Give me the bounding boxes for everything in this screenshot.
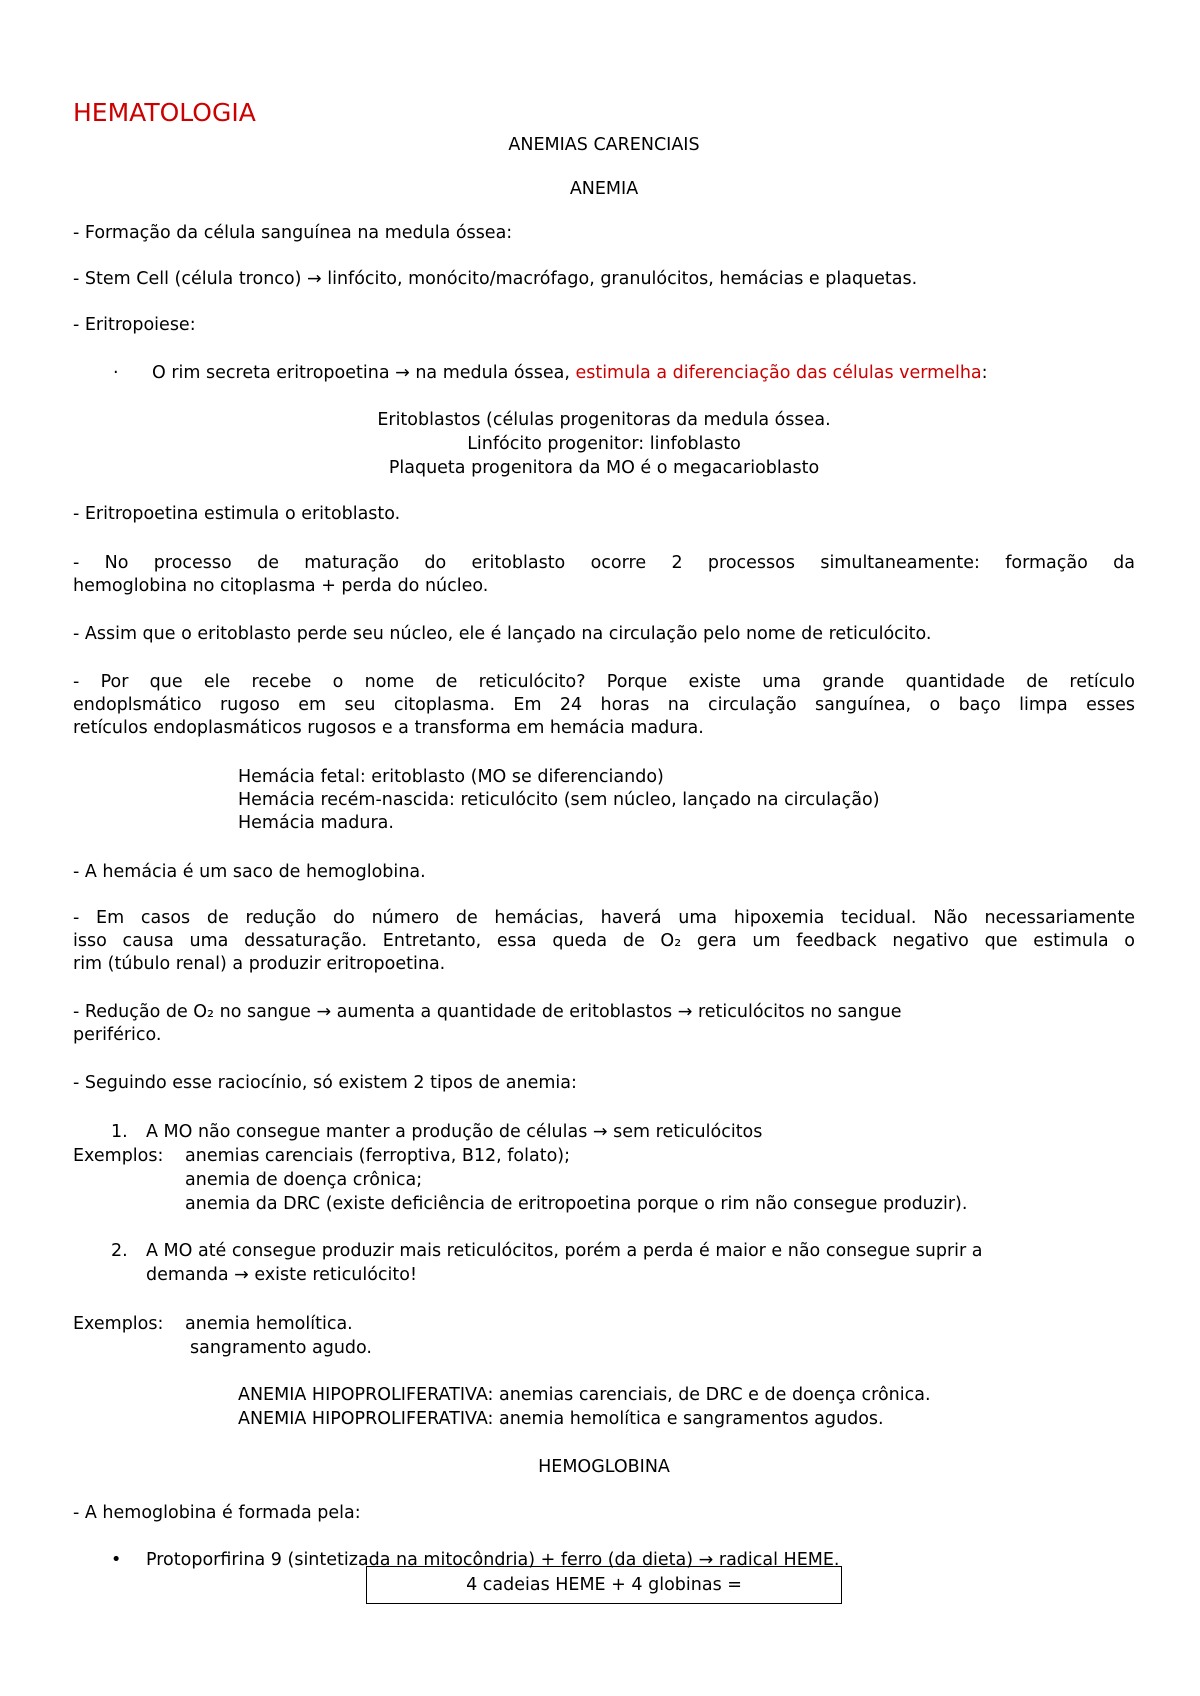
hemacia-line: Hemácia madura. bbox=[238, 813, 394, 833]
paragraph-formada: - A hemoglobina é formada pela: bbox=[73, 1503, 361, 1523]
paragraph-estimula: - Eritropoetina estimula o eritoblasto. bbox=[73, 504, 401, 524]
hipoproliferativa-line: ANEMIA HIPOPROLIFERATIVA: anemia hemolítica e sangramentos agudos. bbox=[238, 1409, 884, 1429]
heading-anemia: ANEMIA bbox=[569, 179, 639, 199]
rim-text-b: : bbox=[981, 363, 988, 383]
paragraph-eritropoiese: - Eritropoiese: bbox=[73, 315, 196, 335]
example-line: anemia de doença crônica; bbox=[185, 1170, 423, 1190]
rim-text-a: O rim secreta eritropoetina → na medula óssea, bbox=[152, 363, 576, 383]
examples-label: Exemplos: bbox=[73, 1146, 164, 1166]
list-item-number: 2. bbox=[111, 1241, 128, 1261]
paragraph-reducao-line: periférico. bbox=[73, 1025, 162, 1045]
list-item-text: A MO até consegue produzir mais reticulócitos, porém a perda é maior e não consegue suprir a bbox=[146, 1241, 983, 1261]
paragraph-protoporfirina: Protoporfirina 9 (sintetizada na mitocôndria) + ferro (da dieta) → radical HEME. bbox=[146, 1550, 840, 1570]
paragraph-formacao: - Formação da célula sanguínea na medula óssea: bbox=[73, 223, 513, 243]
paragraph-stem-cell: - Stem Cell (célula tronco) → linfócito, monócito/macrófago, granulócitos, hemácias e plaquetas. bbox=[73, 269, 918, 289]
list-item-number: 1. bbox=[111, 1122, 128, 1142]
list-item-text: A MO não consegue manter a produção de células → sem reticulócitos bbox=[146, 1122, 763, 1142]
hipoproliferativa-line: ANEMIA HIPOPROLIFERATIVA: anemias carenciais, de DRC e de doença crônica. bbox=[238, 1385, 931, 1405]
paragraph-reducao-line: - Redução de O₂ no sangue → aumenta a quantidade de eritoblastos → reticulócitos no sangue bbox=[73, 1002, 902, 1022]
heading-hemoglobina: HEMOGLOBINA bbox=[538, 1457, 670, 1477]
heading-anemias-carenciais: ANEMIAS CARENCIAIS bbox=[508, 135, 700, 155]
bullet-dot: • bbox=[111, 1550, 122, 1570]
examples-label: Exemplos: bbox=[73, 1314, 164, 1334]
example-line: anemias carenciais (ferroptiva, B12, folato); bbox=[185, 1146, 570, 1166]
paragraph-casos-line: isso causa uma dessaturação. Entretanto, essa queda de O₂ gera um feedback negativo que estimula o bbox=[73, 931, 1135, 951]
hemacia-line: Hemácia fetal: eritoblasto (MO se diferenciando) bbox=[238, 767, 664, 787]
progenitor-line: Linfócito progenitor: linfoblasto bbox=[467, 434, 741, 454]
paragraph-casos-line: - Em casos de redução do número de hemácias, haverá uma hipoxemia tecidual. Não necessariamente bbox=[73, 908, 1135, 928]
formula-box: 4 cadeias HEME + 4 globinas = bbox=[366, 1566, 842, 1604]
paragraph-casos-line: rim (túbulo renal) a produzir eritropoetina. bbox=[73, 954, 446, 974]
document-title: HEMATOLOGIA bbox=[73, 98, 256, 127]
example-line: anemia da DRC (existe deficiência de eritropoetina porque o rim não consegue produzir). bbox=[185, 1194, 968, 1214]
paragraph-porque-line: - Por que ele recebe o nome de reticulócito? Porque existe uma grande quantidade de retículo bbox=[73, 672, 1135, 692]
hemacia-line: Hemácia recém-nascida: reticulócito (sem núcleo, lançado na circulação) bbox=[238, 790, 880, 810]
paragraph-saco: - A hemácia é um saco de hemoglobina. bbox=[73, 862, 426, 882]
bullet-dot: · bbox=[113, 363, 119, 383]
example-line: sangramento agudo. bbox=[190, 1338, 372, 1358]
paragraph-assim: - Assim que o eritoblasto perde seu núcleo, ele é lançado na circulação pelo nome de reticulócito. bbox=[73, 624, 932, 644]
paragraph-rim bbox=[152, 362, 988, 385]
paragraph-seguindo: - Seguindo esse raciocínio, só existem 2 tipos de anemia: bbox=[73, 1073, 577, 1093]
paragraph-porque-line: endoplsmático rugoso em seu citoplasma. Em 24 horas na circulação sanguínea, o baço limpa esses bbox=[73, 695, 1135, 715]
example-line: anemia hemolítica. bbox=[185, 1314, 353, 1334]
list-item-text: demanda → existe reticulócito! bbox=[146, 1265, 417, 1285]
paragraph-maturacao-line: - No processo de maturação do eritoblasto ocorre 2 processos simultaneamente: formação da bbox=[73, 553, 1135, 573]
paragraph-maturacao-line: hemoglobina no citoplasma + perda do núcleo. bbox=[73, 576, 489, 596]
progenitor-line: Eritoblastos (células progenitoras da medula óssea. bbox=[377, 410, 831, 430]
rim-text-highlight: estimula a diferenciação das células vermelha bbox=[575, 363, 982, 383]
progenitor-line: Plaqueta progenitora da MO é o megacarioblasto bbox=[388, 458, 820, 478]
paragraph-porque-line: retículos endoplasmáticos rugosos e a transforma em hemácia madura. bbox=[73, 718, 704, 738]
